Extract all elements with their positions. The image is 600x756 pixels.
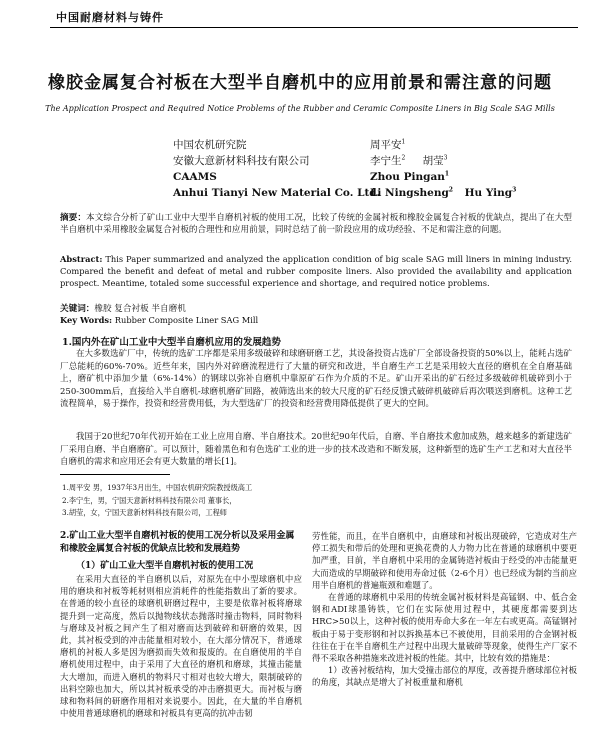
author23-line	[370, 153, 516, 169]
footnote-2: 2.李宁生，男，宁国天意新材料科技有限公司 董事长，	[62, 495, 237, 505]
footnotes	[62, 482, 252, 520]
section1-paragraph2: 我国于20世纪70年代初开始在工业上应用自磨、半自磨技术。20世纪90年代后，自磨、半自磨技术愈加成熟，越来越多的新建选矿厂采用自磨、半自磨磨矿。可以预计，随着黑色和有色选矿工业的进一步的技术改造和不断发展，这种新型的选矿生产工艺和对大直径半自磨机的需求和应用还会有更大数量的增长[1]。	[60, 432, 572, 467]
right-column	[312, 530, 577, 689]
affiliations-column	[173, 137, 380, 201]
org1-chinese: 中国农机研究院	[173, 139, 247, 151]
abstract-cn-text: 本文综合分析了矿山工业中大型半自磨机衬板的使用工况，比较了传统的金属衬板和橡胶金属复合衬板的优缺点，提出了在大型半自磨机中采用橡胶金属复合衬板的合理性和应用前景，同时总结了前一阶段应用的成功经验、不足和需注意的问题。	[60, 213, 572, 236]
abstract-cn-label: 摘要：	[60, 213, 87, 223]
keywords-en-text: Rubber Composite Liner SAG Mill	[114, 315, 259, 325]
author2-marker: 2	[401, 154, 406, 162]
footnote-3: 3.胡莹，女，宁国天意新材料科技有限公司，工程师	[62, 508, 227, 517]
journal-name: 中国耐磨材料与铸件	[56, 11, 164, 24]
authors-column	[370, 137, 516, 201]
author1-marker: 1	[401, 138, 406, 146]
left-column	[60, 530, 302, 719]
author1-chinese: 周平安	[370, 139, 402, 151]
abstract-english	[60, 253, 572, 290]
section2-heading: 2.矿山工业大型半自磨机衬板的使用工况分析以及采用金属和橡胶金属复合衬板的优缺点比较和发展趋势	[60, 531, 295, 554]
section2-left-paragraph: 在采用大直径的半自磨机以后，对原先在中小型球磨机中应用的磨块和衬板等耗材则相应消耗件的性能指数出了新的要求。在普通的较小直径的球磨机研磨过程中，主要是依靠衬板将磨球提升到一定高度，然后以抛物线状态抛落时撞击物料，同时物料与磨球及衬板之间产生了相对磨而达到破碎和研磨的效果，因此，其衬板受到的冲击能量相对较小，在大部分情况下，普通球磨机的衬板人多是因为磨损而失效和报废的。在自磨使用的半自磨机使用过程中，由于采用了大直径的磨机和磨球，其撞击能量大大增加，而进入磨机的物料尺寸相对也较大增大，限制破碎的出料空隙也加大，所以其衬板承受的冲击磨损更大。而衬板与磨球和物料间的研磨作用相对来说要小。因此，在大量的半自磨机中使用普通球磨机的磨球和衬板具有更高的抗冲击韧	[60, 574, 302, 719]
title-english: The Application Prospect and Required Notice Problems of the Rubber and Ceramic Composite Liners in Big Scale SAG Mills	[45, 104, 555, 113]
header-rule	[50, 27, 578, 28]
author3-english: Hu Ying	[464, 187, 513, 199]
author2-chinese: 李宁生	[370, 155, 402, 167]
keywords-english	[60, 315, 258, 325]
keywords-chinese	[60, 302, 186, 314]
org2-chinese: 安徽大意新材料科技有限公司	[173, 155, 310, 167]
footnote-rule	[60, 474, 170, 475]
abstract-chinese	[60, 212, 572, 236]
keywords-cn-text: 橡胶 复合衬板 半自磨机	[94, 304, 186, 314]
footnote-1: 1.周平安 男，1937年3月出生，中国农机研究院教授级高工	[62, 483, 253, 492]
author3-en-marker: 3	[512, 186, 517, 194]
title-chinese: 橡胶金属复合衬板在大型半自磨机中的应用前景和需注意的问题	[48, 73, 552, 93]
author3-marker: 3	[443, 154, 448, 162]
abstract-en-text: This Paper summarized and analyzed the application condition of big scale SAG mill liners in mining industry. Compared the benefit and defeat of metal and rubber composite liners. Also provided the availability and application prospect. Meantime, totaled some successful experience and shortage, and required notice problems.	[60, 254, 573, 289]
section2-right-paragraph2: 在普通的球磨机中采用的传统金属衬板材料是高锰钢、中、低合金钢和ADI球墨铸铁，它们在实际使用过程中，其硬度都需要到达HRC>50以上，这种衬板的使用寿命大多在一年左右或更高。高锰钢衬板由于易于变形钢和衬以拆换基本已不被使用，目前采用的合金钢衬板往往在于在半自磨机生产过程中出现大量破碎等现象，使得生产厂家不得不采取各种措施来改进衬板的性能。其中，比较有效的措施是：	[312, 592, 577, 664]
author1-line	[370, 137, 516, 153]
author23-english-line	[370, 185, 516, 201]
abstract-en-label: Abstract:	[60, 254, 103, 264]
author3-chinese: 胡莹	[422, 155, 444, 167]
org2-english: Anhui Tianyi New Material Co. Ltd.	[173, 187, 381, 199]
org1-english: CAAMS	[173, 171, 217, 183]
section2-right-paragraph1: 劳性能，而且，在半自磨机中，由磨球和衬板出现破碎，它造成对生产停工损失和带后的处理和更换花费的人力物力比在普通的球磨机中要更加严重，目前，半自磨机中采用的金属铸造衬板由于经受的冲击能量更大而造成的早期破碎和使用寿命过低（2-6个月）也已经成为制约当前应用半自磨机的普遍瓶颈和难题了。	[312, 531, 577, 590]
keywords-cn-label: 关键词：	[60, 304, 95, 314]
keywords-en-label: Key Words:	[60, 315, 113, 325]
author2-english: Li Ningsheng	[370, 187, 449, 199]
author1-en-marker: 1	[444, 170, 450, 178]
author1-english-line	[370, 169, 516, 185]
section1-heading: 1.国内外在矿山工业中大型半自磨机应用的发展趋势	[62, 337, 281, 348]
author2-en-marker: 2	[448, 186, 453, 194]
author1-english: Zhou Pingan	[370, 171, 445, 183]
section1-paragraph1: 在大多数选矿厂中，传统的选矿工序都是采用多级破碎和球磨研磨工艺，其设备投资占选矿厂全部设备投资的50%以上，能耗占选矿厂总能耗的60%-70%。近些年来，国内外对碎磨流程进行了大量的研究和改进，半自磨生产工艺是采用较大直径的磨机在全自磨基础上，磨矿机中添加少量（6%-14%）的钢球以弥补自磨机中靠原矿石作为介质的不足。矿山开采出的矿石经过多级破碎机破碎到小于250-300mm后，直接给入半自磨机-球磨机磨矿回路，被筛选出来的较大尺度的矿石经反馈式破碎机破碎后再次喂送到磨机。这种工艺流程简单，易于操作，投资和经营费用低，为大型选矿厂的投资和经营费用降低提供了更大的空间。	[60, 349, 572, 409]
subsection1-heading: （1）矿山工业大型半自磨机衬板的使用工况	[76, 561, 254, 571]
section2-right-item1: 1）改善衬板结构，加大受撞击部位的厚度，改善提升磨球部位衬板的角度，其缺点是增大了衬板重量和磨机	[312, 665, 577, 688]
